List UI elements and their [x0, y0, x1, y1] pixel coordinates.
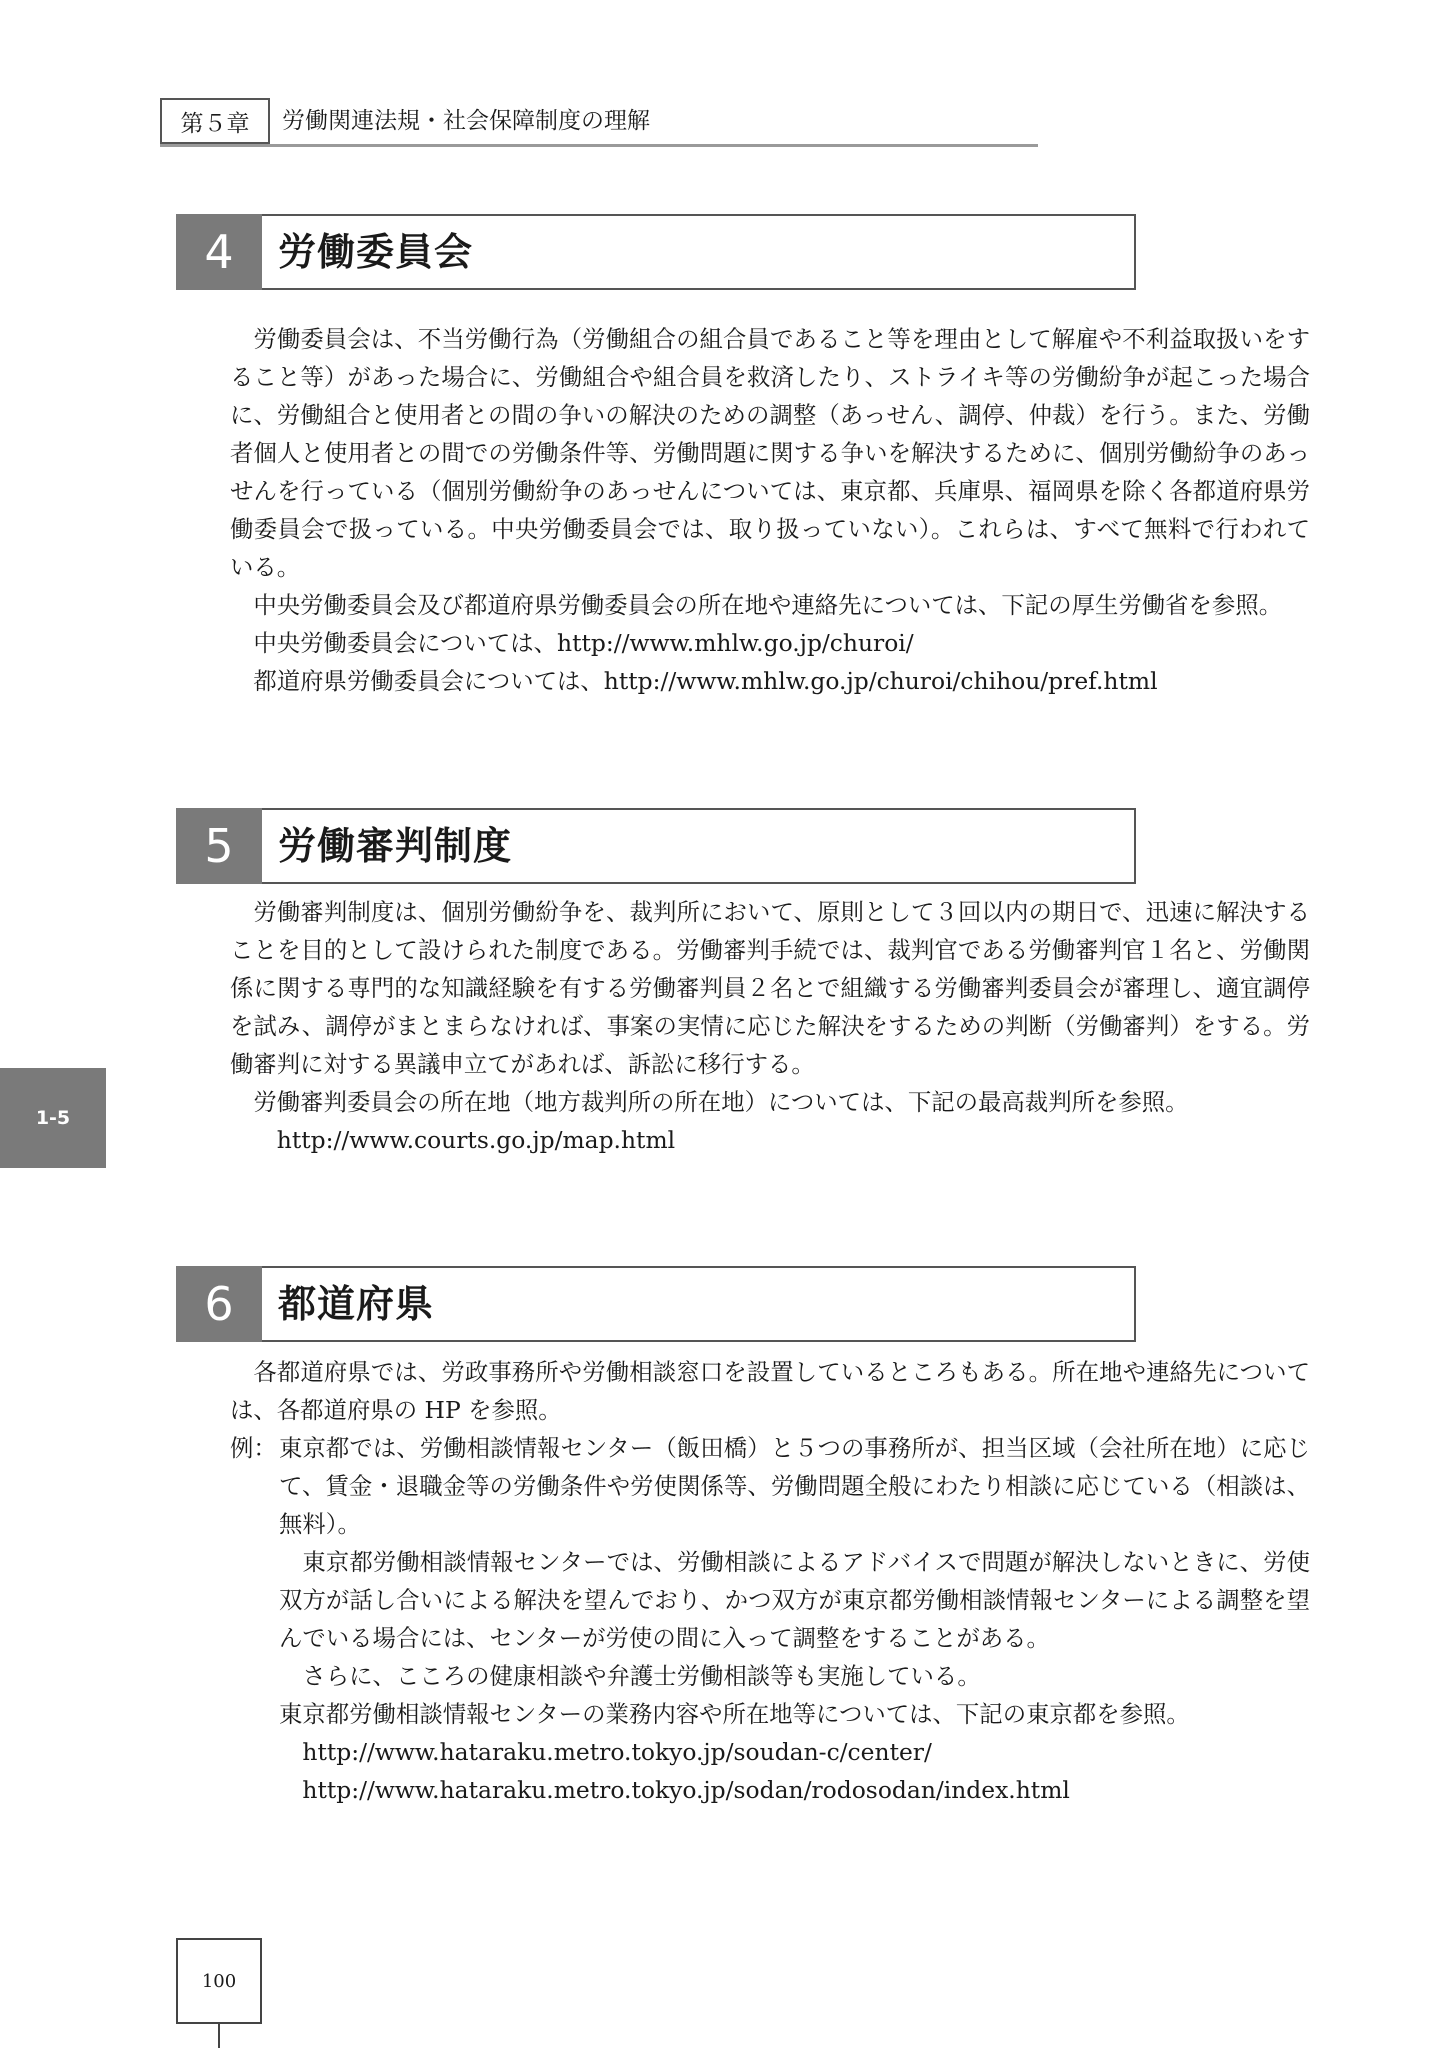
section-number: 6	[176, 1266, 262, 1342]
chapter-header	[160, 98, 1038, 147]
section-heading-5	[176, 808, 1136, 884]
section-number: 5	[176, 808, 262, 884]
paragraph: 労働審判制度は、個別労働紛争を、裁判所において、原則として３回以内の期日で、迅速に解決することを目的として設けられた制度である。労働審判手続では、裁判官である労働審判官１名と、労働関係に関する専門的な知識経験を有する労働審判員２名とで組織する労働審判委員会が審理し、適宜調停を試み、調停がまとまらなければ、事案の実情に応じた解決をするための判断（労働審判）をする。労働審判に対する異議申立てがあれば、訴訟に移行する。	[230, 898, 1310, 1078]
section-title: 都道府県	[278, 1282, 435, 1326]
example-paragraph: 東京都労働相談情報センターの業務内容や所在地等については、下記の東京都を参照。	[279, 1700, 1190, 1728]
page-number-line	[218, 2024, 220, 2048]
chapter-title: 労働関連法規・社会保障制度の理解	[282, 108, 650, 134]
paragraph: 中央労働委員会及び都道府県労働委員会の所在地や連絡先については、下記の厚生労働省を参照。	[253, 591, 1283, 619]
section-body-4	[230, 320, 1310, 700]
reference-link: 都道府県労働委員会については、http://www.mhlw.go.jp/churoi/chihou/pref.html	[253, 667, 1158, 695]
section-body-5	[230, 893, 1310, 1159]
section-body-6	[230, 1353, 1310, 1809]
example-paragraph: さらに、こころの健康相談や弁護士労働相談等も実施している。	[302, 1662, 981, 1690]
side-tab: 1-5	[0, 1068, 106, 1168]
section-heading-4	[176, 214, 1136, 290]
chapter-label: 第５章	[160, 98, 270, 144]
paragraph: 各都道府県では、労政事務所や労働相談窓口を設置しているところもある。所在地や連絡先については、各都道府県の HP を参照。	[230, 1358, 1310, 1424]
section-heading-6	[176, 1266, 1136, 1342]
paragraph: 労働審判委員会の所在地（地方裁判所の所在地）については、下記の最高裁判所を参照。	[253, 1088, 1189, 1116]
reference-link: http://www.courts.go.jp/map.html	[276, 1126, 676, 1154]
section-number: 4	[176, 214, 262, 290]
example-block	[230, 1429, 1310, 1809]
section-title: 労働審判制度	[278, 824, 513, 868]
example-paragraph: 東京都労働相談情報センターでは、労働相談によるアドバイスで問題が解決しないときに、労使双方が話し合いによる解決を望んでおり、かつ双方が東京都労働相談情報センターによる調整を望んでいる場合には、センターが労使の間に入って調整をすることがある。	[279, 1548, 1310, 1652]
reference-link: http://www.hataraku.metro.tokyo.jp/soudan-c/center/	[302, 1738, 932, 1766]
reference-link: 中央労働委員会については、http://www.mhlw.go.jp/churoi/	[253, 629, 914, 657]
section-title: 労働委員会	[278, 230, 474, 274]
paragraph: 労働委員会は、不当労働行為（労働組合の組合員であること等を理由として解雇や不利益取扱いをすること等）があった場合に、労働組合や組合員を救済したり、ストライキ等の労働紛争が起こった場合に、労働組合と使用者との間の争いの解決のための調整（あっせん、調停、仲裁）を行う。また、労働者個人と使用者との間での労働条件等、労働問題に関する争いを解決するために、個別労働紛争のあっせんを行っている（個別労働紛争のあっせんについては、東京都、兵庫県、福岡県を除く各都道府県労働委員会で扱っている。中央労働委員会では、取り扱っていない）。これらは、すべて無料で行われている。	[230, 325, 1310, 581]
page-number: 100	[176, 1938, 262, 2024]
reference-link: http://www.hataraku.metro.tokyo.jp/sodan/rodosodan/index.html	[302, 1776, 1070, 1804]
example-paragraph: 東京都では、労働相談情報センター（飯田橋）と５つの事務所が、担当区域（会社所在地）に応じて、賃金・退職金等の労働条件や労使関係等、労働問題全般にわたり相談に応じている（相談は、無料）。	[279, 1434, 1310, 1538]
example-label: 例：	[230, 1434, 277, 1462]
